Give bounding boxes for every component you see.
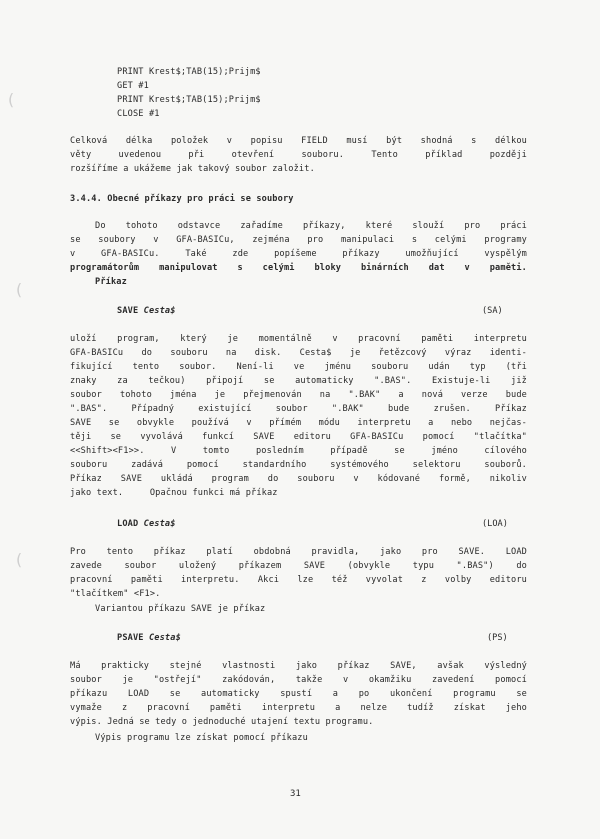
prikaz-label: Příkaz xyxy=(95,277,127,287)
command-keyword: LOAD xyxy=(117,519,139,529)
section-heading: 3.4.4. Obecné příkazy pro práci se soubory xyxy=(70,194,294,204)
command-abbr: (LOA) xyxy=(482,519,508,529)
paragraph-line: výpis. Jedná se tedy o jednoduché utajení textu programu. xyxy=(70,717,374,727)
paragraph-line: SAVE se obvykle používá v přímém módu interpretu a nebo nejčas- xyxy=(70,418,527,428)
command-psave xyxy=(117,632,181,645)
paragraph-line: <<Shift><F1>>. V tomto posledním případě se jméno cílového xyxy=(70,446,527,456)
paragraph-line: Příkaz SAVE ukládá program do souboru v kódované formě, nikoliv xyxy=(70,474,527,484)
command-abbr: (PS) xyxy=(487,633,508,643)
paragraph-line: jako text. Opačnou funkci má příkaz xyxy=(70,488,278,498)
paragraph-line: rozšíříme a ukážeme jak takový soubor založit. xyxy=(70,164,315,174)
paragraph-line: znaky za tečkou) připojí se automaticky ".BAS". Existuje-li již xyxy=(70,376,527,386)
paragraph-line: souboru zadává pomocí standardního systémového selektoru souborů. xyxy=(70,460,527,470)
paragraph-line: Celková délka položek v popisu FIELD musí být shodná s délkou xyxy=(70,136,527,146)
last-line: Výpis programu lze získat pomocí příkazu xyxy=(95,733,308,743)
paragraph-line: programátorům manipulovat s celými bloky binárních dat v paměti. xyxy=(70,263,527,273)
code-line: GET #1 xyxy=(117,81,149,91)
paragraph-line: Má prakticky stejné vlastnosti jako příkaz SAVE, avšak výsledný xyxy=(70,661,527,671)
command-arg: Cesta$ xyxy=(143,306,176,316)
paragraph-line: vymaže z pracovní paměti interpretu a nelze tudíž získat jeho xyxy=(70,703,527,713)
paragraph-line: se soubory v GFA-BASICu, zejména pro manipulaci s celými programy xyxy=(70,235,527,245)
paragraph-line: věty uvedenou při otevření souboru. Tento příklad později xyxy=(70,150,527,160)
page-number: 31 xyxy=(290,789,301,799)
code-line: CLOSE #1 xyxy=(117,109,160,119)
command-arg: Cesta$ xyxy=(143,519,176,529)
command-save xyxy=(117,305,176,318)
paragraph-line: soubor je "ostřejí" zakódován, takže v okamžiku zavedení pomocí xyxy=(70,675,527,685)
command-keyword: SAVE xyxy=(117,306,139,316)
paragraph-line: ".BAS". Případný existující soubor ".BAK" bude zrušen. Příkaz xyxy=(70,404,527,414)
paragraph-line: fikující tento soubor. Není-li ve jménu souboru udán typ (tři xyxy=(70,362,527,372)
code-line: PRINT Krest$;TAB(15);Prijm$ xyxy=(117,67,261,77)
scan-mark: ( xyxy=(14,550,24,569)
command-arg: Cesta$ xyxy=(148,633,181,643)
scan-mark: ( xyxy=(14,280,24,299)
paragraph-line: Do tohoto odstavce zařadíme příkazy, které slouží pro práci xyxy=(95,221,527,231)
variant-line: Variantou příkazu SAVE je příkaz xyxy=(95,604,266,614)
paragraph-line: v GFA-BASICu. Také zde popíšeme příkazy umožňující vyspělým xyxy=(70,249,527,259)
command-load xyxy=(117,518,176,531)
paragraph-line: příkazu LOAD se automaticky spustí a po ukončení programu se xyxy=(70,689,527,699)
paragraph-line: GFA-BASICu do souboru na disk. Cesta$ je řetězcový výraz identi- xyxy=(70,348,527,358)
code-line: PRINT Krest$;TAB(15);Prijm$ xyxy=(117,95,261,105)
paragraph-line: uloží program, který je momentálně v pracovní paměti interpretu xyxy=(70,334,527,344)
scan-mark: ( xyxy=(6,90,16,109)
command-keyword: PSAVE xyxy=(117,633,144,643)
paragraph-line: soubor tohoto jména je přejmenován na ".BAK" a nová verze bude xyxy=(70,390,527,400)
paragraph-line: těji se vyvolává funkcí SAVE editoru GFA-BASICu pomocí "tlačítka" xyxy=(70,432,527,442)
paragraph-line: pracovní paměti interpretu. Akci lze též vyvolat z volby editoru xyxy=(70,575,527,585)
paragraph-line: "tlačítkem" <F1>. xyxy=(70,589,161,599)
paragraph-line: zavede soubor uložený příkazem SAVE (obvykle typu ".BAS") do xyxy=(70,561,527,571)
command-abbr: (SA) xyxy=(482,306,503,316)
paragraph-line: Pro tento příkaz platí obdobná pravidla, jako pro SAVE. LOAD xyxy=(70,547,527,557)
